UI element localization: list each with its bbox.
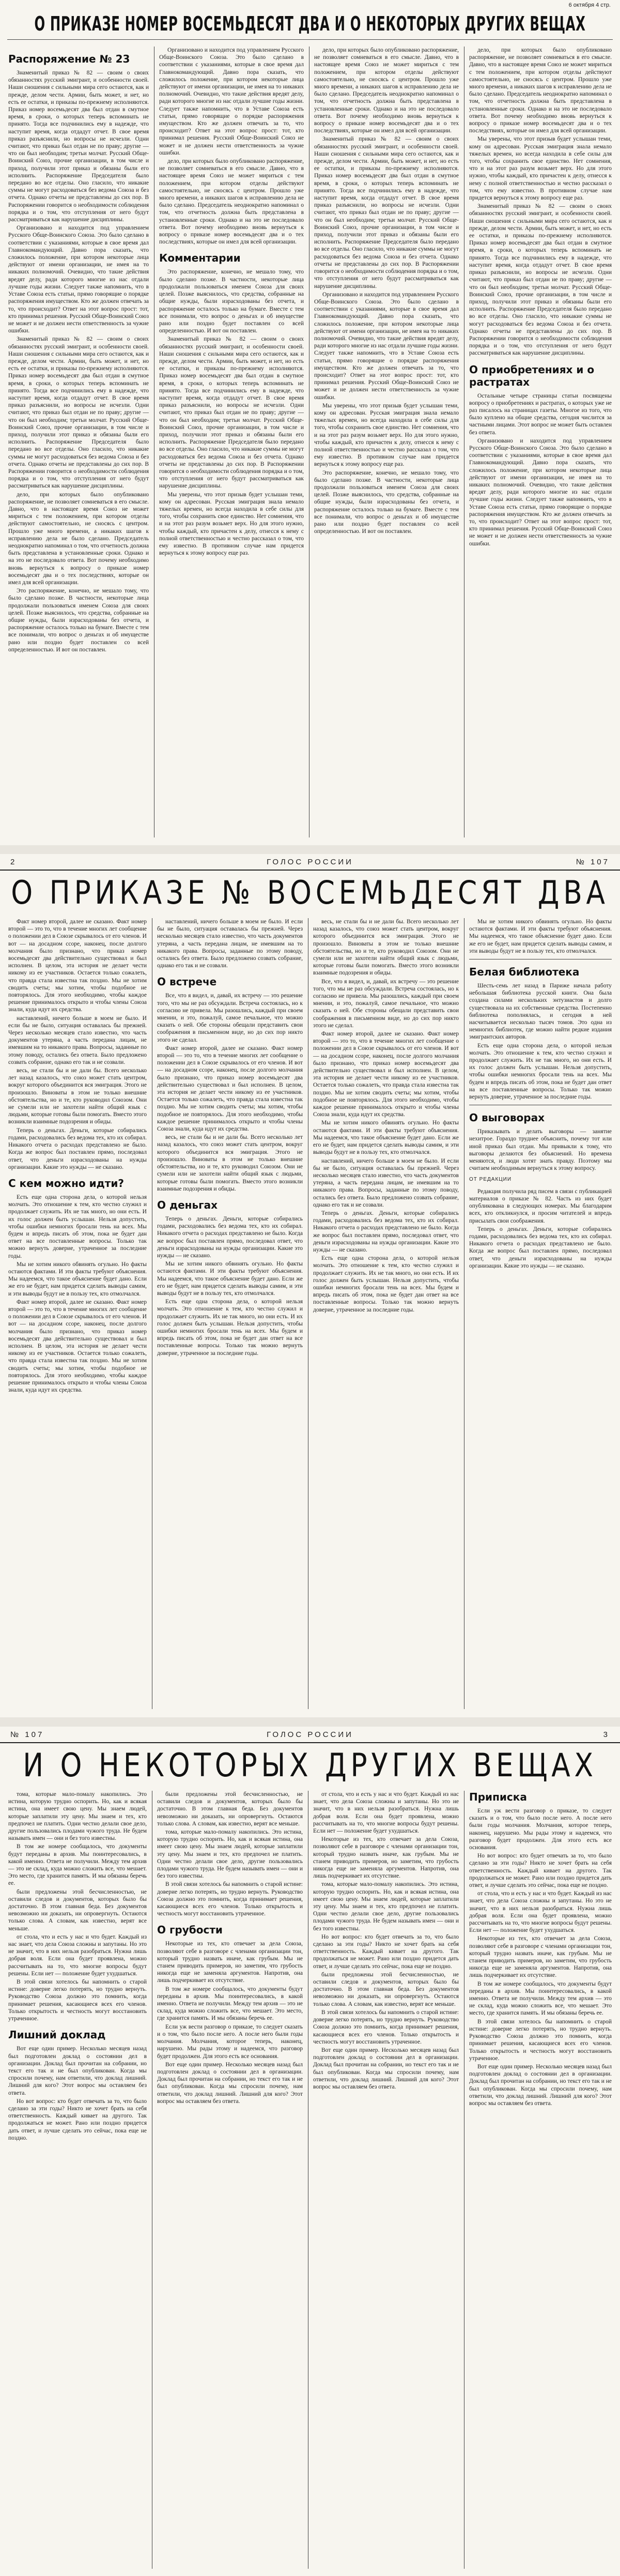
article-text: Редакция получила ряд писем в связи с публикацией материалов о приказе № 82. Часть из них будет опубликована в следующих номерах. Мы благодарим всех, кто откликнулся, и просим читателей и впредь присылать свои соображения. xyxy=(469,1188,612,1224)
page3-subhead-postscript: Приписка xyxy=(469,1791,527,1803)
page2-column-3 xyxy=(313,918,459,1709)
page1-headline: О ПРИКАЗЕ НОМЕР ВОСЕМЬДЕСЯТ ДВА И О НЕКОТОРЫХ ДРУГИХ ВЕЩАХ xyxy=(34,12,586,35)
article-text: Некоторые из тех, кто отвечает за дела Союза, позволяют себе в разговоре с членами организации тон, который трудно назвать иначе, как грубым. Мы не станем приводить примеров, но заметим, что грубость никогда еще не заменяла аргументов. Напротив, она лишь подчеркивает их отсутствие. xyxy=(313,1836,459,1880)
article-text: Это распоряжение, конечно, не мешало тому, что было сделано позже. В частности, некоторые лица продолжали пользоваться именем Союза для своих целей. Позже выяснилось, что средства, собранные на общие нужды, были израсходованы без отчета, и распоряжение осталось только на бумаге. Вместе с тем все понимали, что вопрос о деньгах и об имуществе рано или поздно будет поставлен со всей определенностью. И вот он поставлен. xyxy=(8,588,149,653)
article-text: дело, при которых было опубликовано распоряжение, не позволяет сомневаться в его смысле. Давно, что в настоящее время Союз не может мириться с тем положением, при котором отделы действуют самостоятельно, не сносясь с центром. Прошло уже много времени, а никаких шагов к исправлению дела не было сделано. Председатель неоднократно напоминал о том, что отчетность должна быть представлена в установленные сроки. Однако и на это не последовало ответа. Вот почему необходимо вновь вернуться к вопросу о приказе номер восемьдесят два и о тех последствиях, которые он имел для всей организации. xyxy=(314,47,459,134)
article-text: Знаменитый приказ № 82 — своим о своих обязанностях русский эмигрант, и особенности своей. Наши сношения с сильными мира сего остаются, как и прежде, делом чести. Армии, быть может, и нет, но есть ее остатки, и приказы по-прежнему исполняются. Приказ номер восемьдесят два был отдан в смутное время, в сроки, о которых теперь вспоминать не принято. Тогда все подчинились ему в надежде, что наступит время, когда отдадут отчет. В свое время приказ разъяснили, но вопросы не исчезли. Одни считают, что приказ был отдан не по праву; другие — что он был необходим; третьи молчат. Русский Обще-Воинский Союз, прочие организации, в том числе и приход, получили этот приказ и обязаны были его исполнить. Распоряжение Председателя было передано во все отделы. Оно гласило, что никакие суммы не могут расходоваться без ведома Союза и без отчета. Однако отчеты не представлены до сих пор. В Распоряжении говорится о необходимости соблюдения порядка и о том, что отступления от него будут рассматриваться как нарушение дисциплины. xyxy=(159,336,304,490)
article-text: Знаменитый приказ № 82 — своим о своих обязанностях русский эмигрант, и особенности своей. Наши сношения с сильными мира сего остаются, как и прежде, делом чести. Армии, быть может, и нет, но есть ее остатки, и приказы по-прежнему исполняются. Приказ номер восемьдесят два был отдан в смутное время, в сроки, о которых теперь вспоминать не принято. Тогда все подчинились ему в надежде, что наступит время, когда отдадут отчет. В свое время приказ разъяснили, но вопросы не исчезли. Одни считают, что приказ был отдан не по праву; другие — что он был необходим; третьи молчат. Русский Обще-Воинский Союз, прочие организации, в том числе и приход, получили этот приказ и обязаны были его исполнить. Распоряжение Председателя было передано во все отделы. Оно гласило, что никакие суммы не могут расходоваться без ведома Союза и без отчета. Однако отчеты не представлены до сих пор. В Распоряжении говорится о необходимости соблюдения порядка и о том, что отступления от него будут рассматриваться как нарушение дисциплины. xyxy=(469,203,612,357)
page1-column-4 xyxy=(469,47,612,837)
article-text: были предложены этой бесчисленностью, не оставили следов и документов, которых было бы достаточно. В этом главная беда. Без документов невозможно ни доказать, ни опровергнуть. Остаются только слова. А словам, как известно, верят все меньше. xyxy=(313,1971,459,2007)
article-text: Факт номер второй, далее не сказано. Факт номер второй — это то, что в течение многих лет сообщение о положении дел в Союзе скрывалось от его членов. И вот — на досадном ссоре, наконец, после долгого молчания было признано, что приказ номер восемьдесят два действительно существовал и был исполнен. В целом, эта история не делает чести никому из ее участников. Остается только сожалеть, что правда стала известна так поздно. Мы не хотим сводить счеты; мы хотим, чтобы подобное не повторялось. Для этого необходимо, чтобы каждое решение принималось открыто и чтобы члены Союза знали, куда идут их средства. xyxy=(8,919,147,1013)
article-text: Вот еще один пример. Несколько месяцев назад был подготовлен доклад о состоянии дел в организации. Доклад был прочитан на собрании, но текст его так и не был опубликован. Когда мы спросили почему, нам ответили, что доклад лишний. Лишний для кого? Этот вопрос мы оставляем без ответа. xyxy=(157,2061,303,2105)
page-gap xyxy=(0,1717,620,1727)
article-text: весь, не стали бы и не дали бы. Всего несколько лет назад казалось, что союз может стать центром, вокруг которого объединится вся эмиграция. Этого не произошло. Виноваты в этом не только внешние обстоятельства, но и те, кто руководил Союзом. Они не сумели или не захотели найти общий язык с людьми, которые готовы были помогать. Вместо этого возникли взаимные подозрения и обиды. xyxy=(313,919,459,977)
issue-number: № 107 xyxy=(10,1730,44,1739)
article-text: Теперь о деньгах. Деньги, которые собирались годами, расходовались без ведома тех, кто их собирал. Никакого отчета о расходах представлено не было. Когда же вопрос был поставлен прямо, последовал ответ, что деньги израсходованы на нужды организации. Какие это нужды — не сказано. xyxy=(157,1215,303,1259)
article-text: Вот еще один пример. Несколько месяцев назад был подготовлен доклад о состоянии дел в организации. Доклад был прочитан на собрании, но текст его так и не был опубликован. Когда мы спросили почему, нам ответили, что доклад лишний. Лишний для кого? Этот вопрос мы оставляем без ответа. xyxy=(469,2063,612,2107)
article-text: дело, при которых было опубликовано распоряжение, не позволяет сомневаться в его смысле. Давно, что в настоящее время Союз не может мириться с тем положением, при котором отделы действуют самостоятельно, не сносясь с центром. Прошло уже много времени, а никаких шагов к исправлению дела не было сделано. Председатель неоднократно напоминал о том, что отчетность должна быть представлена в установленные сроки. Однако и на это не последовало ответа. Вот почему необходимо вновь вернуться к вопросу о приказе номер восемьдесят два и о тех последствиях, которые он имел для всей организации. xyxy=(8,491,149,586)
paper-name: ГОЛОС РОССИИ xyxy=(267,858,353,866)
article-text: весь, не стали бы и не дали бы. Всего несколько лет назад казалось, что союз может стать центром, вокруг которого объединится вся эмиграция. Этого не произошло. Виноваты в этом не только внешние обстоятельства, но и те, кто руководил Союзом. Они не сумели или не захотели найти общий язык с людьми, которые готовы были помогать. Вместо этого возникли взаимные подозрения и обиды. xyxy=(157,1134,303,1192)
article-text: Мы уверены, что этот призыв будет услышан теми, кому он адресован. Русская эмиграция знала немало тяжелых времен, но всегда находила в себе силы для того, чтобы сохранить свое единство. Нет сомнения, что и на этот раз разум возьмет верх. Но для этого нужно, чтобы каждый, кто причастен к делу, отнесся к нему с полной ответственностью и честно рассказал о том, что ему известно. В противном случае нам придется вернуться к этому вопросу еще раз. xyxy=(469,136,612,202)
page-number-right: 3 xyxy=(603,1730,610,1739)
article-text: Теперь о деньгах. Деньги, которые собирались годами, расходовались без ведома тех, кто их собирал. Никакого отчета о расходах представлено не было. Когда же вопрос был поставлен прямо, последовал ответ, что деньги израсходованы на нужды организации. Какие это нужды — не сказано. xyxy=(8,1127,147,1170)
page2-subhead-white-library: Белая библиотека xyxy=(469,966,580,979)
article-text: были предложены этой бесчисленностью, не оставили следов и документов, которых было бы достаточно. В этом главная беда. Без документов невозможно ни доказать, ни опровергнуть. Остаются только слова. А словам, как известно, верят все меньше. xyxy=(8,1888,147,1932)
page2-subhead-who-to-go-with: С кем можно идти? xyxy=(8,1177,124,1190)
article-text: Но вот вопрос: кто будет отвечать за то, что было сделано за эти годы? Никто не хочет брать на себя ответственность. Каждый кивает на другого. Так продолжаться не может. Рано или поздно придется дать ответ, и лучше сделать это сейчас, пока еще не поздно. xyxy=(8,2098,147,2141)
page3-column-2 xyxy=(157,1791,303,2569)
article-text: от стола, что и есть у нас и что будет. Каждый из нас знает, что дела Союза сложны и запутаны. Но это не значит, что в них нельзя разобраться. Нужна лишь добрая воля. Если она будет проявлена, можно рассчитывать на то, что многие вопросы будут решены. Если нет — положение будет ухудшаться. xyxy=(469,1891,612,1934)
article-text: Мы не хотим никого обвинять огульно. Но факты остаются фактами. И эти факты требуют объяснения. Мы надеемся, что такое объяснение будет дано. Если же его не будет, нам придется сделать выводы самим, и эти выводы будут не в пользу тех, кто отмолчался. xyxy=(313,1120,459,1156)
article-text: Есть еще одна сторона дела, о которой нельзя молчать. Это отношение к тем, кто честно служил и продолжает служить. Их не так много, но они есть. И их голос должен быть услышан. Нельзя допустить, чтобы ошибки немногих бросали тень на всех. Мы будем и впредь писать об этом, пока не будет дан ответ на все поставленные вопросы. Только так можно вернуть доверие, утраченное за последние годы. xyxy=(469,1042,612,1101)
article-text: Мы не хотим никого обвинять огульно. Но факты остаются фактами. И эти факты требуют объяснения. Мы надеемся, что такое объяснение будет дано. Если же его не будет, нам придется сделать выводы самим, и эти выводы будут не в пользу тех, кто отмолчался. xyxy=(469,919,612,954)
article-text: Но вот вопрос: кто будет отвечать за то, что было сделано за эти годы? Никто не хочет брать на себя ответственность. Каждый кивает на другого. Так продолжаться не может. Рано или поздно придется дать ответ, и лучше сделать это сейчас, пока еще не поздно. xyxy=(313,1933,459,1970)
article-text: Факт номер второй, далее не сказано. Факт номер второй — это то, что в течение многих лет сообщение о положении дел в Союзе скрывалось от его членов. И вот — на досадном ссоре, наконец, после долгого молчания было признано, что приказ номер восемьдесят два действительно существовал и был исполнен. В целом, эта история не делает чести никому из ее участников. Остается только сожалеть, что правда стала известна так поздно. Мы не хотим сводить счеты; мы хотим, чтобы подобное не повторялось. Для этого необходимо, чтобы каждое решение принималось открыто и чтобы члены Союза знали, куда идут их средства. xyxy=(157,1045,303,1133)
article-text: Организовано и находится под управлением Русского Обще-Воинского Союза. Это было сделано в соответствии с указаниями, которые в свое время дал Главнокомандующий. Давно пора сказать, что сложилось положение, при котором некоторые лица действуют от имени организации, не имея на то никаких полномочий. Очевидно, что такие действия вредят делу, ради которого многие из нас отдали лучшие годы жизни. Следует также напомнить, что в Уставе Союза есть статьи, прямо говорящие о порядке распоряжения имуществом. Кто же должен отвечать за то, что происходит? Ответ на этот вопрос прост: тот, кто принимал решения. Русский Обще-Воинский Союз не может и не должен нести ответственность за чужие ошибки. xyxy=(469,437,612,547)
article-text: Организовано и находится под управлением Русского Обще-Воинского Союза. Это было сделано в соответствии с указаниями, которые в свое время дал Главнокомандующий. Давно пора сказать, что сложилось положение, при котором некоторые лица действуют от имени организации, не имея на то никаких полномочий. Очевидно, что такие действия вредят делу, ради которого многие из нас отдали лучшие годы жизни. Следует также напомнить, что в Уставе Союза есть статьи, прямо говорящие о порядке распоряжения имуществом. Кто же должен отвечать за то, что происходит? Ответ на этот вопрос прост: тот, кто принимал решения. Русский Обще-Воинский Союз не может и не должен нести ответственность за чужие ошибки. xyxy=(8,225,149,334)
article-text: Остальные четыре страницы статьи посвящены вопросу о приобретениях и растратах, о которых уже не раз писалось на страницах газеты. Многое из того, что было куплено на общие средства, сегодня числится за частными лицами. Этот вопрос не может быть оставлен без ответа. xyxy=(469,392,612,436)
article-text: Организовано и находится под управлением Русского Обще-Воинского Союза. Это было сделано в соответствии с указаниями, которые в свое время дал Главнокомандующий. Давно пора сказать, что сложилось положение, при котором некоторые лица действуют от имени организации, не имея на то никаких полномочий. Очевидно, что такие действия вредят делу, ради которого многие из нас отдали лучшие годы жизни. Следует также напомнить, что в Уставе Союза есть статьи, прямо говорящие о порядке распоряжения имуществом. Кто же должен отвечать за то, что происходит? Ответ на этот вопрос прост: тот, кто принимал решения. Русский Обще-Воинский Союз не может и не должен нести ответственность за чужие ошибки. xyxy=(314,291,459,401)
article-text: В том же номере сообщалось, что документы будут переданы в архив. Мы поинтересовались, в какой именно. Ответа не получили. Между тем архив — это не склад, куда можно сложить все, что мешает. Это место, где хранится память. И мы обязаны беречь ее. xyxy=(469,1980,612,2017)
page2-column-1 xyxy=(8,918,147,1709)
article-text: В этой связи хотелось бы напомнить о старой истине: доверие легко потерять, но трудно вернуть. Руководство Союза должно это помнить, когда принимает решения, касающиеся всех его членов. Только открытость и честность могут восстановить утраченное. xyxy=(313,2009,459,2045)
article-text: Мы уверены, что этот призыв будет услышан теми, кому он адресован. Русская эмиграция знала немало тяжелых времен, но всегда находила в себе силы для того, чтобы сохранить свое единство. Нет сомнения, что и на этот раз разум возьмет верх. Но для этого нужно, чтобы каждый, кто причастен к делу, отнесся к нему с полной ответственностью и честно рассказал о том, что ему известно. В противном случае нам придется вернуться к этому вопросу еще раз. xyxy=(159,491,304,557)
page1-column-1 xyxy=(8,47,149,837)
article-text: Мы уверены, что этот призыв будет услышан теми, кому он адресован. Русская эмиграция знала немало тяжелых времен, но всегда находила в себе силы для того, чтобы сохранить свое единство. Нет сомнения, что и на этот раз разум возьмет верх. Но для этого нужно, чтобы каждый, кто причастен к делу, отнесся к нему с полной ответственностью и честно рассказал о том, что ему известно. В противном случае нам придется вернуться к этому вопросу еще раз. xyxy=(314,402,459,468)
page2-column-4 xyxy=(469,918,612,1709)
article-text: В этой связи хотелось бы напомнить о старой истине: доверие легко потерять, но трудно вернуть. Руководство Союза должно это помнить, когда принимает решения, касающиеся всех его членов. Только открытость и честность могут восстановить утраченное. xyxy=(8,1979,147,2022)
page2-subhead-money: О деньгах xyxy=(157,1198,218,1211)
page2-headline: О ПРИКАЗЕ № ВОСЕМЬДЕСЯТ ДВА xyxy=(11,874,609,911)
article-text: от стола, что и есть у нас и что будет. Каждый из нас знает, что дела Союза сложны и запутаны. Но это не значит, что в них нельзя разобраться. Нужна лишь добрая воля. Если она будет проявлена, можно рассчитывать на то, что многие вопросы будут решены. Если нет — положение будет ухудшаться. xyxy=(8,1933,147,1977)
page2-subhead-reprimands: О выговорах xyxy=(469,1111,545,1124)
article-text: Шесть-семь лет назад в Париже начала работу небольшая библиотека русской книги. Она была создана силами нескольких энтузиастов и долго существовала на их собственные средства. Постепенно библиотека пополнялась, и сегодня в ней насчитывается несколько тысяч томов. Это одна из немногих библиотек, где можно найти редкие издания эмигрантских авторов. xyxy=(469,983,612,1041)
article-text: наставлений, ничего больше в моем не было. И если бы не было, ситуация оставалась бы прежней. Через несколько месяцев стало известно, что часть документов утеряна, а часть передана лицам, не имевшим на то никакого права. Вопросы, заданные по этому поводу, остались без ответа. Было предложено созвать собрание, однако его так и не созвали. xyxy=(313,1157,459,1208)
article-text: Некоторые из тех, кто отвечает за дела Союза, позволяют себе в разговоре с членами организации тон, который трудно назвать иначе, как грубым. Мы не станем приводить примеров, но заметим, что грубость никогда еще не заменяла аргументов. Напротив, она лишь подчеркивает их отсутствие. xyxy=(157,1941,303,1984)
article-text: были предложены этой бесчисленностью, не оставили следов и документов, которых было бы достаточно. В этом главная беда. Без документов невозможно ни доказать, ни опровергнуть. Остаются только слова. А словам, как известно, верят все меньше. xyxy=(157,1791,303,1827)
article-text: Некоторые из тех, кто отвечает за дела Союза, позволяют себе в разговоре с членами организации тон, который трудно назвать иначе, как грубым. Мы не станем приводить примеров, но заметим, что грубость никогда еще не заменяла аргументов. Напротив, она лишь подчеркивает их отсутствие. xyxy=(469,1935,612,1979)
article-text: Если уж вести разговор о приказе, то следует сказать и о том, что было после него. А после него были годы молчания. Молчания, которое теперь, наконец, нарушено. Мы рады этому и надеемся, что разговор будет продолжен. Для этого есть все основания. xyxy=(469,1808,612,1851)
newspaper-page-2 xyxy=(0,854,620,1717)
page1-column-3 xyxy=(314,47,459,837)
page1-subhead-order-23: Распоряжение № 23 xyxy=(8,53,130,65)
article-text: Если уж вести разговор о приказе, то следует сказать и о том, что было после него. А после него были годы молчания. Молчания, которое теперь, наконец, нарушено. Мы рады этому и надеемся, что разговор будет продолжен. Для этого есть все основания. xyxy=(157,2023,303,2060)
article-text: тома, которые мало-помалу накопились. Это истина, которую трудно оспорить. Но, как и всякая истина, она имеет свою цену. Мы знаем людей, которые заплатили эту цену. Мы знаем и тех, кто предпочел не платить. Одни честно делали свое дело, другие пользовались плодами чужого труда. Не будем называть имен — они и без того известны. xyxy=(8,1791,147,1842)
article-text: тома, которые мало-помалу накопились. Это истина, которую трудно оспорить. Но, как и всякая истина, она имеет свою цену. Мы знаем людей, которые заплатили эту цену. Мы знаем и тех, кто предпочел не платить. Одни честно делали свое дело, другие пользовались плодами чужого труда. Не будем называть имен — они и без того известны. xyxy=(313,1881,459,1932)
page3-column-1 xyxy=(8,1791,147,2569)
page3-headline: И О НЕКОТОРЫХ ДРУГИХ ВЕЩАХ xyxy=(23,1746,597,1784)
article-text: наставлений, ничего больше в моем не было. И если бы не было, ситуация оставалась бы прежней. Через несколько месяцев стало известно, что часть документов утеряна, а часть передана лицам, не имевшим на то никакого права. Вопросы, заданные по этому поводу, остались без ответа. Было предложено созвать собрание, однако его так и не созвали. xyxy=(157,919,303,969)
article-text: весь, не стали бы и не дали бы. Всего несколько лет назад казалось, что союз может стать центром, вокруг которого объединится вся эмиграция. Этого не произошло. Виноваты в этом не только внешние обстоятельства, но и те, кто руководил Союзом. Они не сумели или не захотели найти общий язык с людьми, которые готовы были помогать. Вместо этого возникли взаимные подозрения и обиды. xyxy=(8,1068,147,1125)
page3-subhead-rudeness: О грубости xyxy=(157,1924,223,1937)
article-text: Мы не хотим никого обвинять огульно. Но факты остаются фактами. И эти факты требуют объяснения. Мы надеемся, что такое объяснение будет дано. Если же его не будет, нам придется сделать выводы самим, и эти выводы будут не в пользу тех, кто отмолчался. xyxy=(157,1261,303,1297)
article-text: Все, что я видел, и, давай, их встречу — это решение того, что мы не раз обсуждали. Встреча состоялась, но к согласию не привела. Мы разошлись, каждый при своем мнении, и это, пожалуй, самое печальное, что можно сказать о ней. Обе стороны обещали представить свои соображения в письменном виде, но до сих пор никто этого не сделал. xyxy=(157,993,303,1043)
editor-note-label: ОТ РЕДАКЦИИ xyxy=(469,1177,512,1183)
article-text: дело, при которых было опубликовано распоряжение, не позволяет сомневаться в его смысле. Давно, что в настоящее время Союз не может мириться с тем положением, при котором отделы действуют самостоятельно, не сносясь с центром. Прошло уже много времени, а никаких шагов к исправлению дела не было сделано. Председатель неоднократно напоминал о том, что отчетность должна быть представлена в установленные сроки. Однако и на это не последовало ответа. Вот почему необходимо вновь вернуться к вопросу о приказе номер восемьдесят два и о тех последствиях, которые он имел для всей организации. xyxy=(469,47,612,134)
article-text: Это распоряжение, конечно, не мешало тому, что было сделано позже. В частности, некоторые лица продолжали пользоваться именем Союза для своих целей. Позже выяснилось, что средства, собранные на общие нужды, были израсходованы без отчета, и распоряжение осталось только на бумаге. Вместе с тем все понимали, что вопрос о деньгах и об имуществе рано или поздно будет поставлен со всей определенностью. И вот он поставлен. xyxy=(314,469,459,535)
article-text: Факт номер второй, далее не сказано. Факт номер второй — это то, что в течение многих лет сообщение о положении дел в Союзе скрывалось от его членов. И вот — на досадном ссоре, наконец, после долгого молчания было признано, что приказ номер восемьдесят два действительно существовал и был исполнен. В целом, эта история не делает чести никому из ее участников. Остается только сожалеть, что правда стала известна так поздно. Мы не хотим сводить счеты; мы хотим, чтобы подобное не повторялось. Для этого необходимо, чтобы каждое решение принималось открыто и чтобы члены Союза знали, куда идут их средства. xyxy=(8,1299,147,1394)
page3-subhead-extra-report: Лишний доклад xyxy=(8,2029,106,2041)
article-text: Мы не хотим никого обвинять огульно. Но факты остаются фактами. И эти факты требуют объяснения. Мы надеемся, что такое объяснение будет дано. Если же его не будет, нам придется сделать выводы самим, и эти выводы будут не в пользу тех, кто отмолчался. xyxy=(8,1261,147,1297)
page1-column-2 xyxy=(159,47,304,837)
page2-running-header xyxy=(0,854,620,871)
article-text: Это распоряжение, конечно, не мешало тому, что было сделано позже. В частности, некоторые лица продолжали пользоваться именем Союза для своих целей. Позже выяснилось, что средства, собранные на общие нужды, были израсходованы без отчета, и распоряжение осталось только на бумаге. Вместе с тем все понимали, что вопрос о деньгах и об имуществе рано или поздно будет поставлен со всей определенностью. И вот он поставлен. xyxy=(159,269,304,334)
article-text: дело, при которых было опубликовано распоряжение, не позволяет сомневаться в его смысле. Давно, что в настоящее время Союз не может мириться с тем положением, при котором отделы действуют самостоятельно, не сносясь с центром. Прошло уже много времени, а никаких шагов к исправлению дела не было сделано. Председатель неоднократно напоминал о том, что отчетность должна быть представлена в установленные сроки. Однако и на это не последовало ответа. Вот почему необходимо вновь вернуться к вопросу о приказе номер восемьдесят два и о тех последствиях, которые он имел для всей организации. xyxy=(159,158,304,246)
article-text: Знаменитый приказ № 82 — своим о своих обязанностях русский эмигрант, и особенности своей. Наши сношения с сильными мира сего остаются, как и прежде, делом чести. Армии, быть может, и нет, но есть ее остатки, и приказы по-прежнему исполняются. Приказ номер восемьдесят два был отдан в смутное время, в сроки, о которых теперь вспоминать не принято. Тогда все подчинились ему в надежде, что наступит время, когда отдадут отчет. В свое время приказ разъяснили, но вопросы не исчезли. Одни считают, что приказ был отдан не по праву; другие — что он был необходим; третьи молчат. Русский Обще-Воинский Союз, прочие организации, в том числе и приход, получили этот приказ и обязаны были его исполнить. Распоряжение Председателя было передано во все отделы. Оно гласило, что никакие суммы не могут расходоваться без ведома Союза и без отчета. Однако отчеты не представлены до сих пор. В Распоряжении говорится о необходимости соблюдения порядка и о том, что отступления от него будут рассматриваться как нарушение дисциплины. xyxy=(8,70,149,223)
article-text: Есть еще одна сторона дела, о которой нельзя молчать. Это отношение к тем, кто честно служил и продолжает служить. Их не так много, но они есть. И их голос должен быть услышан. Нельзя допустить, чтобы ошибки немногих бросали тень на всех. Мы будем и впредь писать об этом, пока не будет дан ответ на все поставленные вопросы. Только так можно вернуть доверие, утраченное за последние годы. xyxy=(157,1299,303,1356)
date-corner: 6 октября 4 стр. xyxy=(568,2,611,8)
article-text: Теперь о деньгах. Деньги, которые собирались годами, расходовались без ведома тех, кто их собирал. Никакого отчета о расходах представлено не было. Когда же вопрос был поставлен прямо, последовал ответ, что деньги израсходованы на нужды организации. Какие это нужды — не сказано. xyxy=(313,1210,459,1253)
article-text: наставлений, ничего больше в моем не было. И если бы не было, ситуация оставалась бы прежней. Через несколько месяцев стало известно, что часть документов утеряна, а часть передана лицам, не имевшим на то никакого права. Вопросы, заданные по этому поводу, остались без ответа. Было предложено созвать собрание, однако его так и не созвали. xyxy=(8,1015,147,1065)
page3-running-header xyxy=(0,1727,620,1743)
article-text: Но вот вопрос: кто будет отвечать за то, что было сделано за эти годы? Никто не хочет брать на себя ответственность. Каждый кивает на другого. Так продолжаться не может. Рано или поздно придется дать ответ, и лучше сделать это сейчас, пока еще не поздно. xyxy=(469,1853,612,1889)
article-text: В этой связи хотелось бы напомнить о старой истине: доверие легко потерять, но трудно вернуть. Руководство Союза должно это помнить, когда принимает решения, касающиеся всех его членов. Только открытость и честность могут восстановить утраченное. xyxy=(469,2018,612,2062)
article-text: В том же номере сообщалось, что документы будут переданы в архив. Мы поинтересовались, в какой именно. Ответа не получили. Между тем архив — это не склад, куда можно сложить все, что мешает. Это место, где хранится память. И мы обязаны беречь ее. xyxy=(8,1843,147,1887)
article-text: В этой связи хотелось бы напомнить о старой истине: доверие легко потерять, но трудно вернуть. Руководство Союза должно это помнить, когда принимает решения, касающиеся всех его членов. Только открытость и честность могут восстановить утраченное. xyxy=(157,1881,303,1917)
page3-column-3 xyxy=(313,1791,459,2569)
article-text: Вот еще один пример. Несколько месяцев назад был подготовлен доклад о состоянии дел в организации. Доклад был прочитан на собрании, но текст его так и не был опубликован. Когда мы спросили почему, нам ответили, что доклад лишний. Лишний для кого? Этот вопрос мы оставляем без ответа. xyxy=(8,2046,147,2096)
newspaper-page-3 xyxy=(0,1727,620,2576)
page2-column-2 xyxy=(157,918,303,1709)
page1-subhead-comments: Комментарии xyxy=(159,252,241,265)
issue-number: № 107 xyxy=(576,858,610,866)
article-text: Организовано и находится под управлением Русского Обще-Воинского Союза. Это было сделано в соответствии с указаниями, которые в свое время дал Главнокомандующий. Давно пора сказать, что сложилось положение, при котором некоторые лица действуют от имени организации, не имея на то никаких полномочий. Очевидно, что такие действия вредят делу, ради которого многие из нас отдали лучшие годы жизни. Следует также напомнить, что в Уставе Союза есть статьи, прямо говорящие о порядке распоряжения имуществом. Кто же должен отвечать за то, что происходит? Ответ на этот вопрос прост: тот, кто принимал решения. Русский Обще-Воинский Союз не может и не должен нести ответственность за чужие ошибки. xyxy=(159,47,304,156)
article-text: Теперь о деньгах. Деньги, которые собирались годами, расходовались без ведома тех, кто их собирал. Никакого отчета о расходах представлено не было. Когда же вопрос был поставлен прямо, последовал ответ, что деньги израсходованы на нужды организации. Какие это нужды — не сказано. xyxy=(469,1226,612,1269)
article-text: Приказывать и делать выговоры — занятие нехитрое. Гораздо труднее объяснить, почему тот или иной приказ был отдан. Мы привыкли к тому, что выговоры делаются без объяснений. Но времена меняются, и люди хотят знать правду. Поэтому мы считаем необходимым вернуться к этому вопросу. xyxy=(469,1129,612,1172)
article-text: Есть еще одна сторона дела, о которой нельзя молчать. Это отношение к тем, кто честно служил и продолжает служить. Их не так много, но они есть. И их голос должен быть услышан. Нельзя допустить, чтобы ошибки немногих бросали тень на всех. Мы будем и впредь писать об этом, пока не будет дан ответ на все поставленные вопросы. Только так можно вернуть доверие, утраченное за последние годы. xyxy=(313,1255,459,1313)
headline-rule xyxy=(7,39,613,40)
article-text: тома, которые мало-помалу накопились. Это истина, которую трудно оспорить. Но, как и всякая истина, она имеет свою цену. Мы знаем людей, которые заплатили эту цену. Мы знаем и тех, кто предпочел не платить. Одни честно делали свое дело, другие пользовались плодами чужого труда. Не будем называть имен — они и без того известны. xyxy=(157,1829,303,1880)
article-text: Вот еще один пример. Несколько месяцев назад был подготовлен доклад о состоянии дел в организации. Доклад был прочитан на собрании, но текст его так и не был опубликован. Когда мы спросили почему, нам ответили, что доклад лишний. Лишний для кого? Этот вопрос мы оставляем без ответа. xyxy=(313,2047,459,2090)
article-text: от стола, что и есть у нас и что будет. Каждый из нас знает, что дела Союза сложны и запутаны. Но это не значит, что в них нельзя разобраться. Нужна лишь добрая воля. Если она будет проявлена, можно рассчитывать на то, что многие вопросы будут решены. Если нет — положение будет ухудшаться. xyxy=(313,1791,459,1835)
page2-subhead-meeting: О встрече xyxy=(157,975,217,988)
article-text: Все, что я видел, и, давай, их встречу — это решение того, что мы не раз обсуждали. Встреча состоялась, но к согласию не привела. Мы разошлись, каждый при своем мнении, и это, пожалуй, самое печальное, что можно сказать о ней. Обе стороны обещали представить свои соображения в письменном виде, но до сих пор никто этого не сделал. xyxy=(313,978,459,1029)
page1-subhead-acquisitions: О приобретениях и о растратах xyxy=(469,363,595,388)
page3-column-4 xyxy=(469,1791,612,2569)
article-text: В том же номере сообщалось, что документы будут переданы в архив. Мы поинтересовались, в какой именно. Ответа не получили. Между тем архив — это не склад, куда можно сложить все, что мешает. Это место, где хранится память. И мы обязаны беречь ее. xyxy=(157,1986,303,2022)
newspaper-page-1 xyxy=(0,0,620,845)
page-gap xyxy=(0,845,620,854)
paper-name: ГОЛОС РОССИИ xyxy=(267,1730,353,1739)
page-number-left: 2 xyxy=(10,858,17,866)
article-text: Факт номер второй, далее не сказано. Факт номер второй — это то, что в течение многих лет сообщение о положении дел в Союзе скрывалось от его членов. И вот — на досадном ссоре, наконец, после долгого молчания было признано, что приказ номер восемьдесят два действительно существовал и был исполнен. В целом, эта история не делает чести никому из ее участников. Остается только сожалеть, что правда стала известна так поздно. Мы не хотим сводить счеты; мы хотим, чтобы подобное не повторялось. Для этого необходимо, чтобы каждое решение принималось открыто и чтобы члены Союза знали, куда идут их средства. xyxy=(313,1031,459,1118)
article-text: Есть еще одна сторона дела, о которой нельзя молчать. Это отношение к тем, кто честно служил и продолжает служить. Их не так много, но они есть. И их голос должен быть услышан. Нельзя допустить, чтобы ошибки немногих бросали тень на всех. Мы будем и впредь писать об этом, пока не будет дан ответ на все поставленные вопросы. Только так можно вернуть доверие, утраченное за последние годы. xyxy=(8,1194,147,1259)
article-text: Знаменитый приказ № 82 — своим о своих обязанностях русский эмигрант, и особенности своей. Наши сношения с сильными мира сего остаются, как и прежде, делом чести. Армии, быть может, и нет, но есть ее остатки, и приказы по-прежнему исполняются. Приказ номер восемьдесят два был отдан в смутное время, в сроки, о которых теперь вспоминать не принято. Тогда все подчинились ему в надежде, что наступит время, когда отдадут отчет. В свое время приказ разъяснили, но вопросы не исчезли. Одни считают, что приказ был отдан не по праву; другие — что он был необходим; третьи молчат. Русский Обще-Воинский Союз, прочие организации, в том числе и приход, получили этот приказ и обязаны были его исполнить. Распоряжение Председателя было передано во все отделы. Оно гласило, что никакие суммы не могут расходоваться без ведома Союза и без отчета. Однако отчеты не представлены до сих пор. В Распоряжении говорится о необходимости соблюдения порядка и о том, что отступления от него будут рассматриваться как нарушение дисциплины. xyxy=(314,136,459,289)
article-text: Знаменитый приказ № 82 — своим о своих обязанностях русский эмигрант, и особенности своей. Наши сношения с сильными мира сего остаются, как и прежде, делом чести. Армии, быть может, и нет, но есть ее остатки, и приказы по-прежнему исполняются. Приказ номер восемьдесят два был отдан в смутное время, в сроки, о которых теперь вспоминать не принято. Тогда все подчинились ему в надежде, что наступит время, когда отдадут отчет. В свое время приказ разъяснили, но вопросы не исчезли. Одни считают, что приказ был отдан не по праву; другие — что он был необходим; третьи молчат. Русский Обще-Воинский Союз, прочие организации, в том числе и приход, получили этот приказ и обязаны были его исполнить. Распоряжение Председателя было передано во все отделы. Оно гласило, что никакие суммы не могут расходоваться без ведома Союза и без отчета. Однако отчеты не представлены до сих пор. В Распоряжении говорится о необходимости соблюдения порядка и о том, что отступления от него будут рассматриваться как нарушение дисциплины. xyxy=(8,336,149,490)
